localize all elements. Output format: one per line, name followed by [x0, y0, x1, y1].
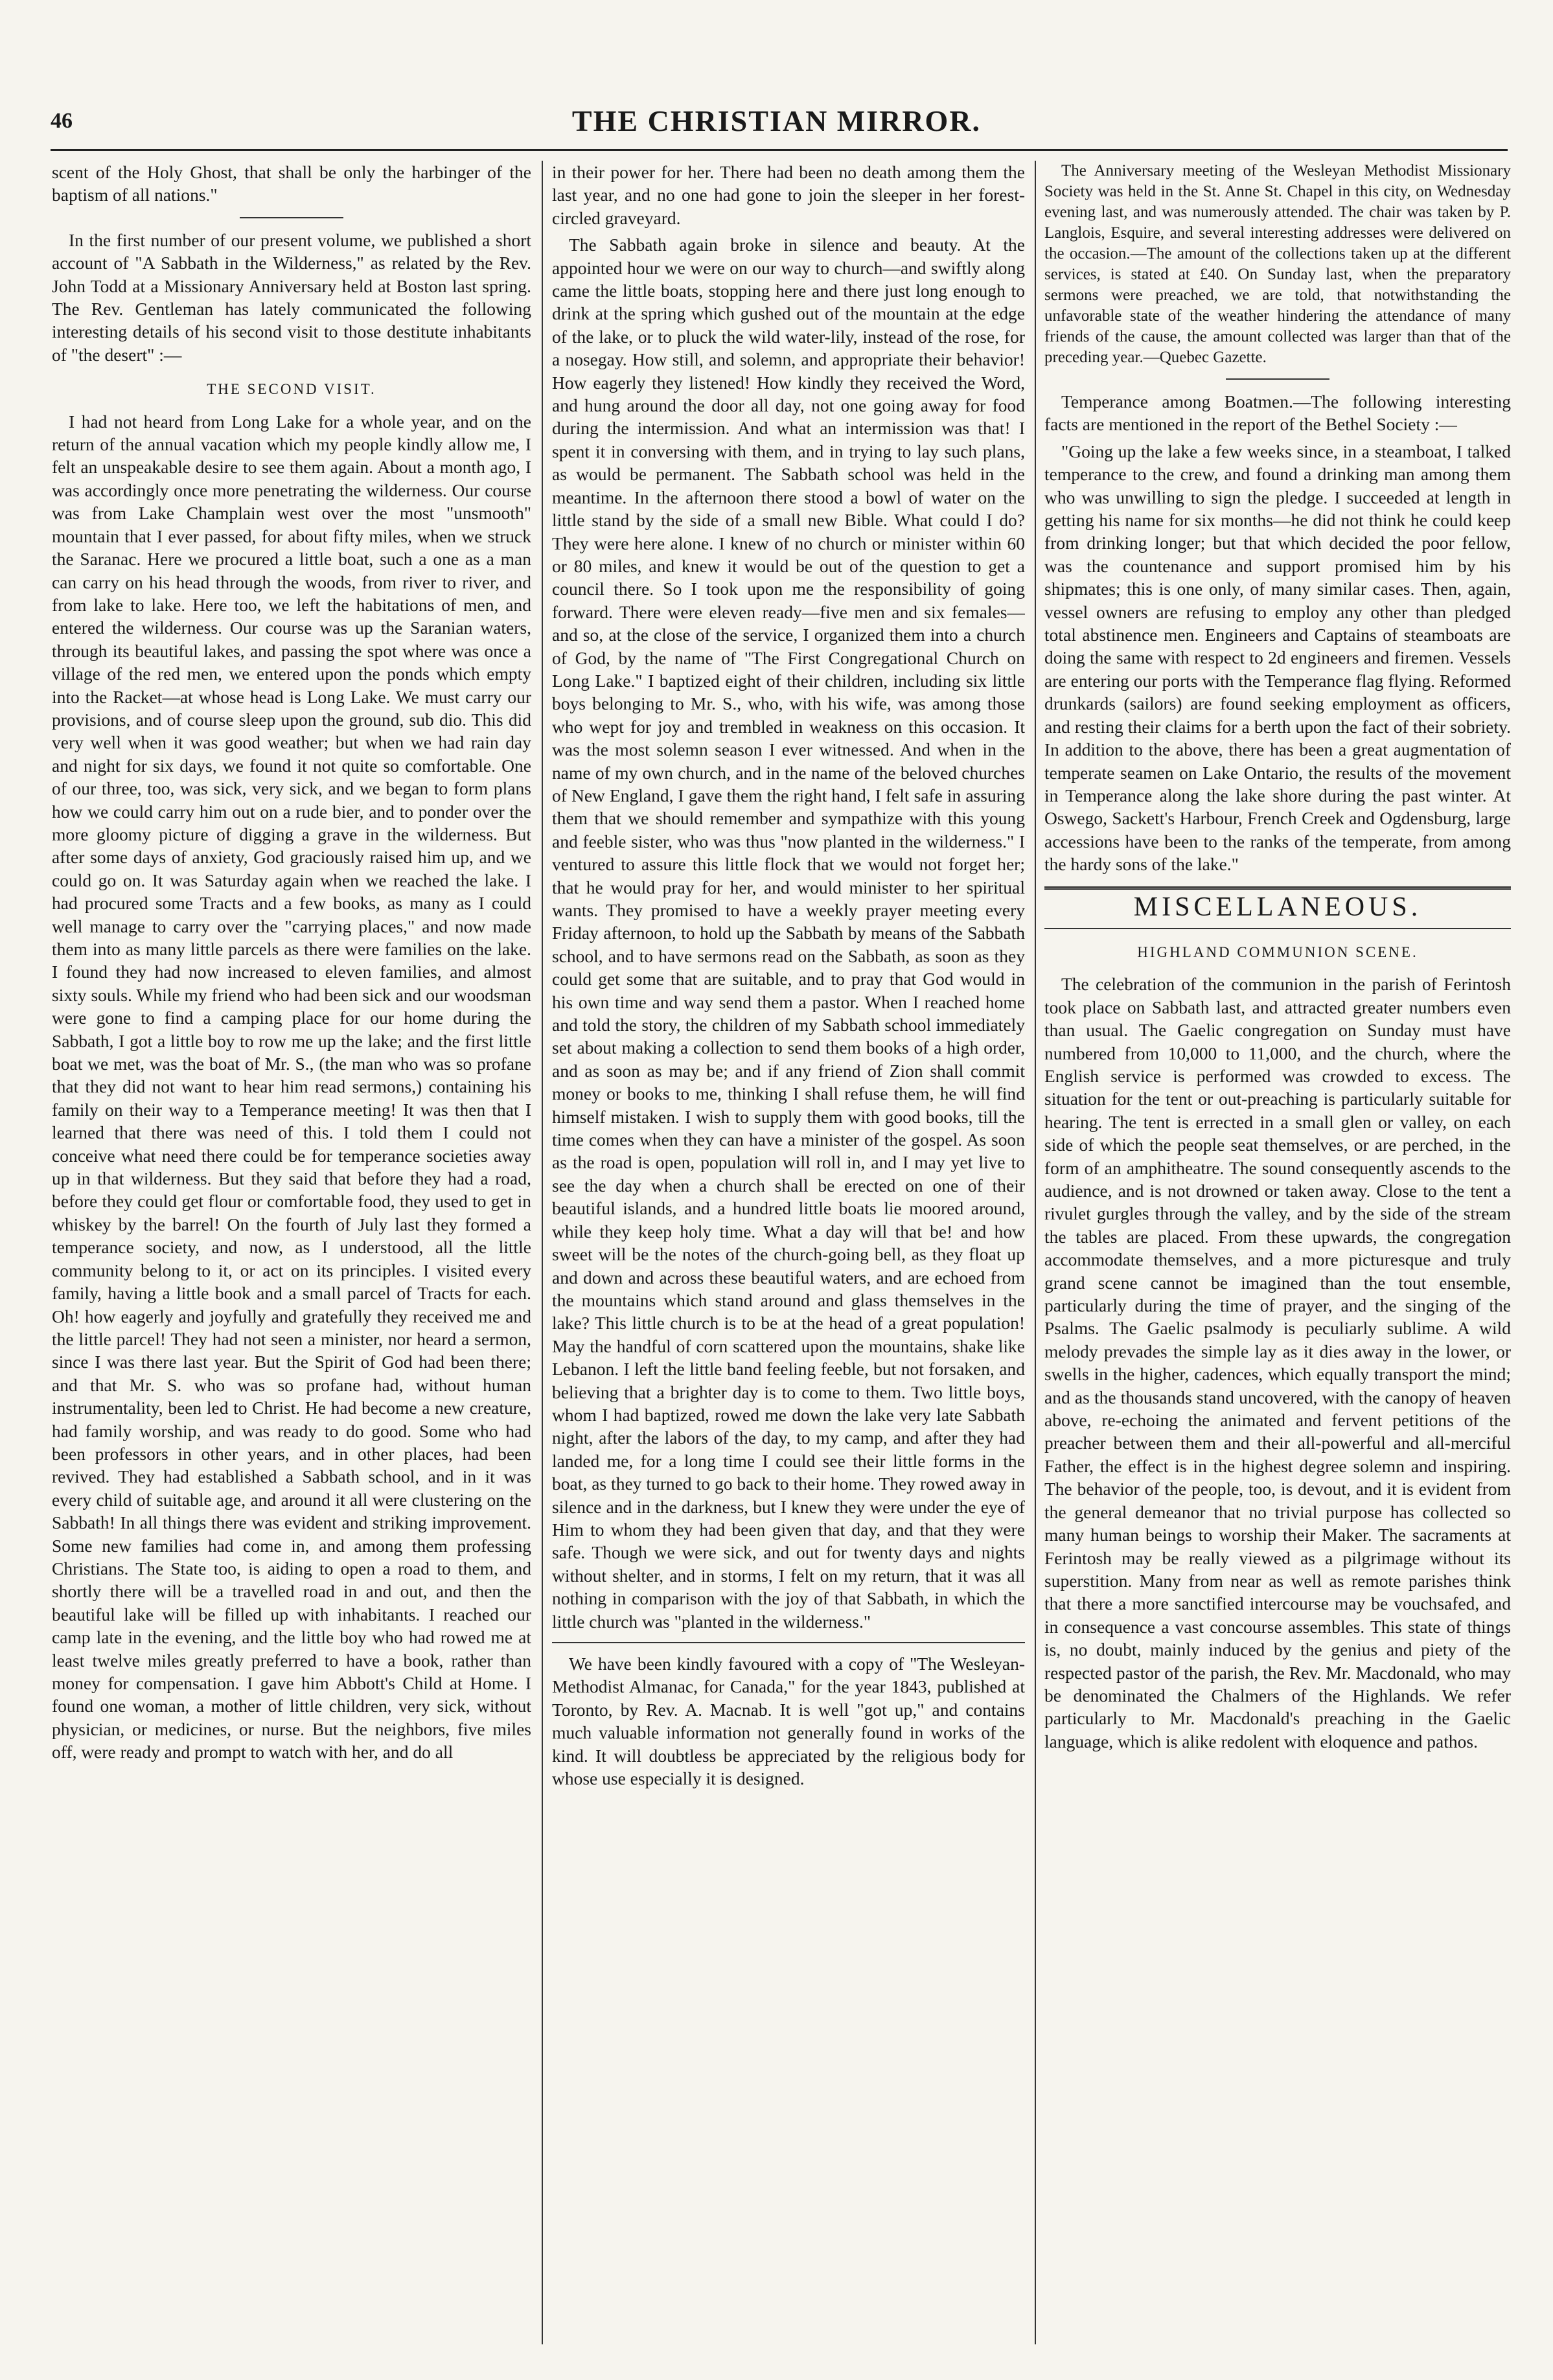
column-1 [52, 161, 531, 2344]
divider [240, 217, 343, 218]
section-rule [1044, 886, 1511, 890]
paragraph: Temperance among Boatmen.—The following interesting facts are mentioned in the report of the Bethel Society :— [1044, 391, 1511, 435]
column-divider [1035, 161, 1036, 2344]
divider [1226, 378, 1329, 380]
divider [552, 1642, 1025, 1643]
paragraph: scent of the Holy Ghost, that shall be only the harbinger of the baptism of all nations." [52, 162, 531, 205]
divider [1044, 928, 1511, 929]
paragraph: in their power for her. There had been no death among them the last year, and no one had gone to join the sleeper in her forest-circled graveyard. [552, 162, 1025, 228]
subheading: THE SECOND VISIT. [207, 381, 376, 398]
column-divider [542, 161, 543, 2344]
paragraph: The Anniversary meeting of the Wesleyan Methodist Missionary Society was held in the St. Anne St. Chapel in this city, on Wednesday evening last, and was numerously attended. The chair was taken by P. Langlois, Esquire, and several interesting addresses were delivered on the occasion.—The amount of the collections taken up at the different services, is stated at £40. On Sunday last, when the preparatory sermons were preached, we are told, that notwithstanding the unfavorable state of the weather hindering the attendance of many friends of the cause, the amount collected was larger than that of the preceding year.—Quebec Gazette. [1044, 162, 1511, 366]
header-rule [51, 149, 1508, 151]
paragraph: "Going up the lake a few weeks since, in a steamboat, I talked temperance to the crew, and found a drinking man among them who was unwilling to sign the pledge. I succeeded at length in getting his name for six months—he did not think he could keep from drinking longer; but that which decided the poor fellow, was the countenance and support promised him by his shipmates; this is one only, of many similar cases. Then, again, vessel owners are refusing to employ any other than pledged total abstinence men. Engineers and Captains of steamboats are doing the same with respect to 2d engineers and firemen. Vessels are entering our ports with the Temperance flag flying. Reformed drunkards (sailors) are found seeking employment as officers, and resting their claims for a berth upon the fact of their sobriety. In addition to the above, there has been a great augmentation of temperate seamen on Lake Ontario, the results of the movement in Temperance along the lake shore during the past winter. At Oswego, Sackett's Harbour, French Creek and Ogdensburg, large accessions have been to the ranks of the temperate, from among the hardy sons of the lake." [1044, 441, 1511, 875]
masthead-title: THE CHRISTIAN MIRROR. [571, 104, 982, 137]
page-number: 46 [51, 109, 73, 133]
section-title: MISCELLANEOUS. [1133, 892, 1422, 922]
paragraph: We have been kindly favoured with a copy of "The Wesleyan-Methodist Almanac, for Canada," for the year 1843, published at Toronto, by Rev. A. Macnab. It is well "got up," and contains much valuable information not generally found in works of the kind. It will doubtless be appreciated by the religious body for whose use especially it is designed. [552, 1654, 1025, 1789]
paragraph: The Sabbath again broke in silence and beauty. At the appointed hour we were on our way to church—and swiftly along came the little boats, stopping here and there just long enough to drink at the spring which gushed out of the mountain at the edge of the lake, or to pluck the wild water-lily, instead of the rose, for a nosegay. How still, and solemn, and appropriate their behavior! How eagerly they listened! How kindly they received the Word, and hung around the door all day, not one going away for food during the intermission. And what an intermission was that! I spent it in conversing with them, and in trying to lay such plans, as would be permanent. The Sabbath school was held in the meantime. In the afternoon there stood a bowl of water on the little stand by the side of a small new Bible. What could I do? They were here alone. I knew of no church or minister within 60 or 80 miles, and knew it would be out of the question to get a council there. So I took upon me the responsibility of going forward. There were eleven ready—five men and six females—and so, at the close of the service, I organized them into a church of God, by the name of "The First Congregational Church on Long Lake." I baptized eight of their children, including six little boys belonging to Mr. S., who, with his wife, was among those who wept for joy and trembled in weakness on this occasion. It was the most solemn season I ever witnessed. And when in the name of my own church, and in the name of the beloved churches of New England, I gave them the right hand, I felt safe in assuring them that we should remember and sympathize with this young and feeble sister, who was thus "now planted in the wilderness." I ventured to assure this little flock that we would not forget her; that he would pray for her, and would minister to her spiritual wants. They promised to have a weekly prayer meeting every Friday afternoon, to hold up the Sabbath by means of the Sabbath school, and to have sermons read on the Sabbath, as soon as they could get some that are suitable, and to pray that God would in his own time and way send them a pastor. When I reached home and told the story, the children of my Sabbath school immediately set about making a collection to send them books of a high order, and as soon as may be; and if any friend of Zion shall commit money or books to me, thinking I shall refuse them, he will find himself mistaken. I wish to supply them with good books, till the time comes when they can have a minister of the gospel. As soon as the road is open, population will roll in, and I may yet live to see the day when a church shall be erected on one of their beautiful islands, and a hundred little boats lie moored around, while they keep holy time. What a day will that be! and how sweet will be the notes of the church-going bell, as they float up and down and across these beautiful waters, and are echoed from the mountains which stand around and glass themselves in the lake? This little church is to be at the head of a great population! May the handful of corn scattered upon the mountains, shake like Lebanon. I left the little band feeling feeble, but not forsaken, and believing that a brighter day is to come to them. Two little boys, whom I had baptized, rowed me down the lake very late Sabbath night, after the labors of the day, to my camp, and after they had landed me, for a long time I could see their little forms in the boat, as they turned to go back to their home. They rowed away in silence and in the darkness, but I knew they were under the eye of Him to whom they had been given that day, and that they were safe. Though we were sick, and out for twenty days and nights without shelter, and in storms, I felt on my return, that it was all nothing in comparison with the joy of that Sabbath, in which the little church was "planted in the wilderness." [552, 235, 1025, 1632]
paragraph: I had not heard from Long Lake for a whole year, and on the return of the annual vacation which my people kindly allow me, I felt an unspeakable desire to see them again. About a month ago, I was accordingly once more penetrating the wilderness. Our course was from Lake Champlain west over the most "unsmooth" mountain that I ever passed, for about fifty miles, when we struck the Saranac. Here we procured a little boat, such a one as a man can carry on his head through the woods, from river to river, and from lake to lake. Here too, we left the habitations of men, and entered the wilderness. Our course was up the Saranian waters, through its beautiful lakes, and passing the spot where was once a village of the red men, we entered upon the ponds which empty into the Racket—at whose head is Long Lake. We must carry our provisions, and of course sleep upon the ground, sub dio. This did very well when it was good weather; but when we had rain day and night for six days, we found it not quite so comfortable. One of our three, too, was sick, very sick, and we began to form plans how we could carry him out on a rude bier, and to ponder over the more gloomy picture of digging a grave in the wilderness. But after some days of anxiety, God graciously raised him up, and we could go on. It was Saturday again when we reached the lake. I had procured some Tracts and a few books, as many as I could well manage to carry over the "carrying places," and now made them into as many little parcels as there were families on the lake. I found they had now increased to eleven families, and almost sixty souls. While my friend who had been sick and our woodsman were gone to find a camping place for our home during the Sabbath, I got a little boy to row me up the lake; and the first little boat we met, was the boat of Mr. S., (the man who was so profane that they did not want to hear him read sermons,) containing his family on their way to a Temperance meeting! It was then that I learned that there was need of this. I told them I could not conceive what need there could be for temperance societies away up in that wilderness. But they said that before they had a road, before they could get flour or comfortable food, they used to get in whiskey by the barrel! On the fourth of July last they formed a temperance society, and now, as I understood, all the little community belong to it, or act on its principles. I visited every family, having a little book and a small parcel of Tracts for each. Oh! how eagerly and joyfully and gratefully they received me and the little parcel! They had not seen a minister, nor heard a sermon, since I was there last year. But the Spirit of God had been there; and that Mr. S. who was so profane had, without human instrumentality, been led to Christ. He had become a new creature, had family worship, and was ready to do good. Some who had been professors in other years, and in other places, had been revived. They had established a Sabbath school, and in it was every child of suitable age, and around it all were clustering on the Sabbath! In all things there was evident and striking improvement. Some new families had come in, and among them professing Christians. The State too, is aiding to open a road to them, and shortly there will be a travelled road in and out, and then the beautiful lake will be filled up with inhabitants. I reached our camp late in the evening, and the little boy who had rowed me at least twelve miles greatly preferred to have a book, rather than money for compensation. I gave him Abbott's Child at Home. I found one woman, a mother of little children, very sick, without physician, or medicines, or nurse. But the neighbors, five miles off, were ready and prompt to watch with her, and do all [52, 411, 531, 1762]
paragraph: The celebration of the communion in the parish of Ferintosh took place on Sabbath last, and attracted greater numbers even than usual. The Gaelic congregation on Sunday must have numbered from 10,000 to 11,000, and the church, where the English service is performed was crowded to excess. The situation for the tent or out-preaching is particularly suitable for hearing. The tent is errected in a small glen or valley, on each side of which the people seat themselves, or are perched, in the form of an amphitheatre. The sound consequently ascends to the audience, and is not drowned or taken away. Close to the tent a rivulet gurgles through the valley, and by the side of the stream the tables are placed. From these upwards, the congregation accommodate themselves, and a more picturesque and truly grand scene cannot be imagined than the tout ensemble, particularly during the time of prayer, and the singing of the Psalms. The Gaelic psalmody is peculiarly sublime. A wild melody prevades the simple lay as it dies away in the lower, or swells in the higher, cadences, which equally transport the mind; and as the thousands stand uncovered, with the canopy of heaven above, re-echoing the animated and fervent petitions of the preacher between them and their all-powerful and all-merciful Father, the effect is in the highest degree solemn and inspiring. The behavior of the people, too, is devout, and it is evident from the general demeanor that no trivial purpose has collected so many human beings to worship their Maker. The sacraments at Ferintosh may be really viewed as a pilgrimage without its superstition. Many from near as well as remote parishes think that there a more sanctified intercourse may be vouchsafed, and in consequence a vast concourse assembles. This state of things is, no doubt, mainly induced by the genius and piety of the respected pastor of the parish, the Rev. Mr. Macdonald, who may be denominated the Chalmers of the Highlands. We refer particularly to Mr. Macdonald's preaching in the Gaelic language, which is alike redolent with eloquence and pathos. [1044, 974, 1511, 1751]
subheading: HIGHLAND COMMUNION SCENE. [1137, 943, 1418, 960]
column-3 [1044, 161, 1511, 2344]
paragraph: In the first number of our present volume, we published a short account of "A Sabbath in the Wilderness," as related by the Rev. John Todd at a Missionary Anniversary held at Boston last spring. The Rev. Gentleman has lately communicated the following interesting details of his second visit to those destitute inhabitants of "the desert" :— [52, 229, 531, 365]
column-2 [552, 161, 1025, 2344]
